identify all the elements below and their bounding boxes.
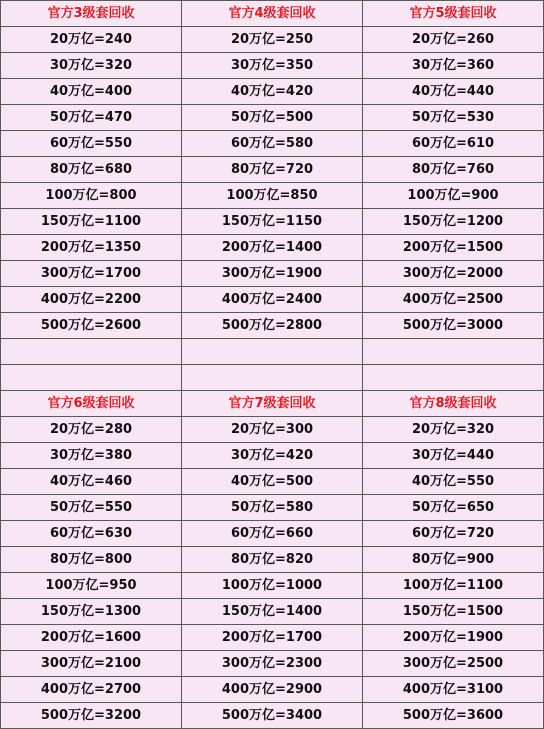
price-cell: 40万亿=400 (1, 79, 182, 105)
price-cell: 500万亿=2600 (1, 313, 182, 339)
header-row (1, 391, 544, 417)
spacer-row (1, 339, 544, 365)
price-cell: 150万亿=1300 (1, 599, 182, 625)
price-cell: 300万亿=2500 (363, 651, 544, 677)
price-cell: 30万亿=320 (1, 53, 182, 79)
table-row (1, 131, 544, 157)
price-cell: 100万亿=1100 (363, 573, 544, 599)
table-row (1, 495, 544, 521)
price-cell: 400万亿=3100 (363, 677, 544, 703)
column-header: 官方6级套回收 (1, 391, 182, 417)
price-cell: 40万亿=500 (182, 469, 363, 495)
empty-cell (363, 365, 544, 391)
price-cell: 30万亿=440 (363, 443, 544, 469)
price-cell: 100万亿=900 (363, 183, 544, 209)
column-header: 官方4级套回收 (182, 1, 363, 27)
column-header: 官方3级套回收 (1, 1, 182, 27)
price-cell: 500万亿=3600 (363, 703, 544, 729)
price-cell: 20万亿=280 (1, 417, 182, 443)
price-cell: 50万亿=550 (1, 495, 182, 521)
price-table-body (1, 1, 544, 729)
price-cell: 300万亿=2100 (1, 651, 182, 677)
price-cell: 60万亿=630 (1, 521, 182, 547)
table-row (1, 521, 544, 547)
price-cell: 60万亿=610 (363, 131, 544, 157)
price-cell: 50万亿=500 (182, 105, 363, 131)
price-cell: 150万亿=1150 (182, 209, 363, 235)
price-cell: 80万亿=820 (182, 547, 363, 573)
table-row (1, 27, 544, 53)
price-cell: 300万亿=1700 (1, 261, 182, 287)
price-cell: 60万亿=660 (182, 521, 363, 547)
column-header: 官方5级套回收 (363, 1, 544, 27)
table-row (1, 183, 544, 209)
price-cell: 400万亿=2500 (363, 287, 544, 313)
price-cell: 150万亿=1200 (363, 209, 544, 235)
price-cell: 50万亿=470 (1, 105, 182, 131)
table-row (1, 235, 544, 261)
price-cell: 50万亿=530 (363, 105, 544, 131)
price-cell: 100万亿=850 (182, 183, 363, 209)
price-cell: 400万亿=2200 (1, 287, 182, 313)
empty-cell (1, 365, 182, 391)
price-cell: 80万亿=900 (363, 547, 544, 573)
price-cell: 80万亿=800 (1, 547, 182, 573)
price-cell: 50万亿=580 (182, 495, 363, 521)
price-cell: 30万亿=350 (182, 53, 363, 79)
price-cell: 500万亿=3200 (1, 703, 182, 729)
price-cell: 80万亿=760 (363, 157, 544, 183)
price-cell: 100万亿=950 (1, 573, 182, 599)
price-cell: 150万亿=1500 (363, 599, 544, 625)
price-cell: 500万亿=3400 (182, 703, 363, 729)
price-cell: 40万亿=550 (363, 469, 544, 495)
price-cell: 30万亿=380 (1, 443, 182, 469)
price-cell: 200万亿=1600 (1, 625, 182, 651)
price-cell: 80万亿=680 (1, 157, 182, 183)
column-header: 官方7级套回收 (182, 391, 363, 417)
price-cell: 300万亿=2000 (363, 261, 544, 287)
table-row (1, 443, 544, 469)
price-cell: 40万亿=440 (363, 79, 544, 105)
price-cell: 300万亿=1900 (182, 261, 363, 287)
empty-cell (182, 339, 363, 365)
price-cell: 20万亿=250 (182, 27, 363, 53)
table-row (1, 313, 544, 339)
price-cell: 500万亿=2800 (182, 313, 363, 339)
table-row (1, 261, 544, 287)
table-row (1, 703, 544, 729)
empty-cell (182, 365, 363, 391)
table-row (1, 157, 544, 183)
price-cell: 30万亿=420 (182, 443, 363, 469)
price-cell: 100万亿=1000 (182, 573, 363, 599)
spacer-row (1, 365, 544, 391)
price-cell: 200万亿=1400 (182, 235, 363, 261)
table-row (1, 599, 544, 625)
price-cell: 60万亿=720 (363, 521, 544, 547)
price-cell: 400万亿=2400 (182, 287, 363, 313)
price-cell: 300万亿=2300 (182, 651, 363, 677)
price-cell: 400万亿=2900 (182, 677, 363, 703)
price-cell: 50万亿=650 (363, 495, 544, 521)
table-row (1, 547, 544, 573)
table-row (1, 209, 544, 235)
table-row (1, 417, 544, 443)
table-row (1, 573, 544, 599)
price-cell: 20万亿=240 (1, 27, 182, 53)
price-cell: 150万亿=1400 (182, 599, 363, 625)
price-cell: 500万亿=3000 (363, 313, 544, 339)
price-cell: 20万亿=320 (363, 417, 544, 443)
table-row (1, 105, 544, 131)
price-cell: 100万亿=800 (1, 183, 182, 209)
empty-cell (363, 339, 544, 365)
price-cell: 20万亿=260 (363, 27, 544, 53)
table-row (1, 53, 544, 79)
price-cell: 40万亿=460 (1, 469, 182, 495)
price-cell: 200万亿=1350 (1, 235, 182, 261)
price-cell: 150万亿=1100 (1, 209, 182, 235)
price-cell: 20万亿=300 (182, 417, 363, 443)
price-cell: 80万亿=720 (182, 157, 363, 183)
price-cell: 200万亿=1500 (363, 235, 544, 261)
price-cell: 400万亿=2700 (1, 677, 182, 703)
header-row (1, 1, 544, 27)
price-cell: 200万亿=1900 (363, 625, 544, 651)
price-cell: 30万亿=360 (363, 53, 544, 79)
price-cell: 60万亿=550 (1, 131, 182, 157)
price-cell: 60万亿=580 (182, 131, 363, 157)
column-header: 官方8级套回收 (363, 391, 544, 417)
table-row (1, 79, 544, 105)
table-row (1, 469, 544, 495)
table-row (1, 287, 544, 313)
empty-cell (1, 339, 182, 365)
table-row (1, 677, 544, 703)
price-cell: 40万亿=420 (182, 79, 363, 105)
table-row (1, 625, 544, 651)
price-cell: 200万亿=1700 (182, 625, 363, 651)
table-row (1, 651, 544, 677)
